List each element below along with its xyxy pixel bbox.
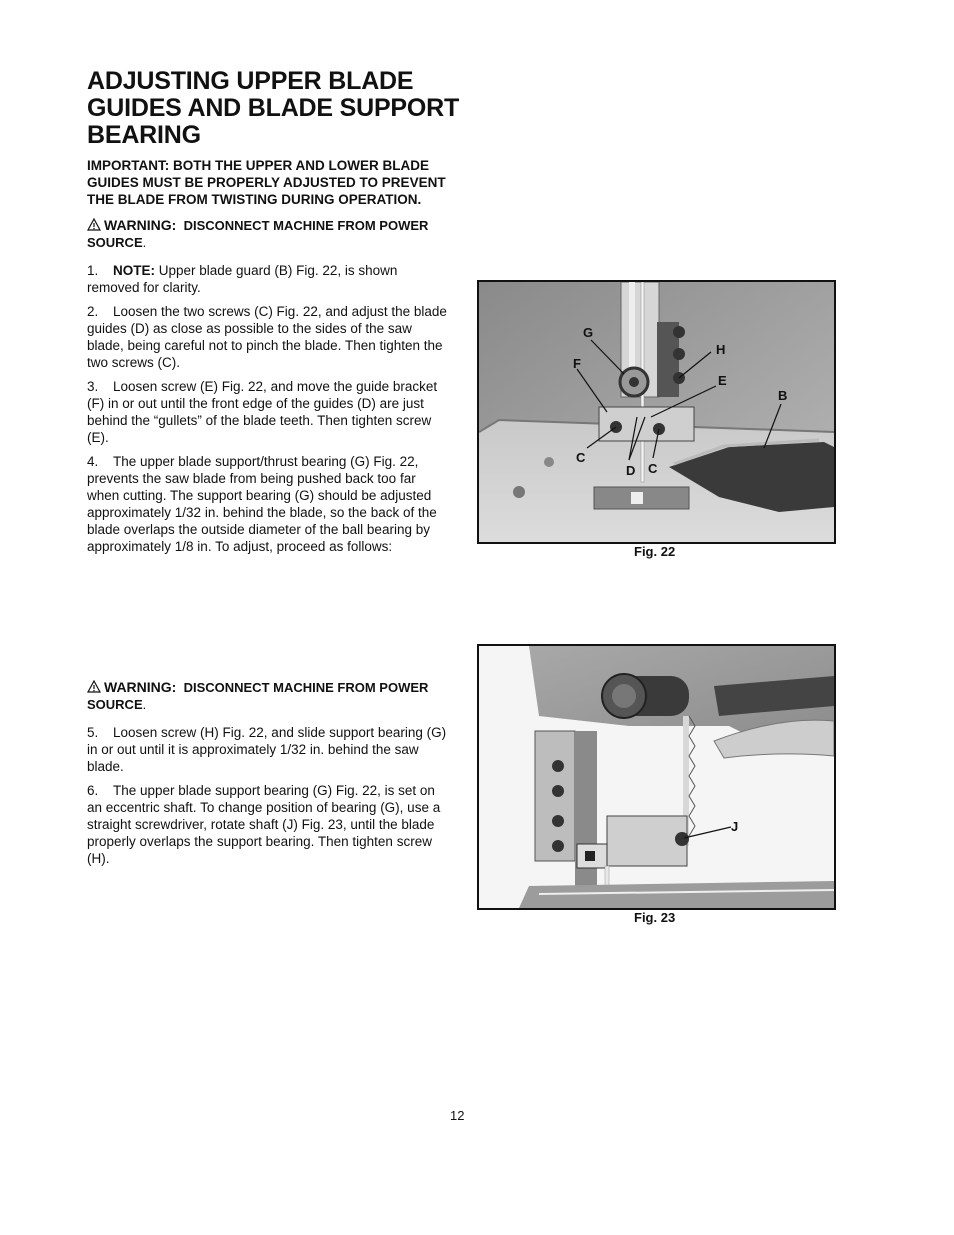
figure-22-photo: [477, 280, 836, 544]
step-number: 2.: [87, 304, 99, 319]
step-4: [87, 453, 447, 555]
callout-j: J: [731, 819, 739, 834]
warning-2: WARNING: DISCONNECT MACHINE FROM POWER SOURCE.: [87, 679, 429, 712]
warning-triangle-icon: [87, 680, 101, 693]
important-notice: IMPORTANT: BOTH THE UPPER AND LOWER BLADE GUIDES MUST BE PROPERLY ADJUSTED TO PREVENT THE BLADE FROM TWISTING DURING OPERATION.: [87, 158, 446, 207]
callout-f: F: [573, 356, 581, 371]
step-text: Loosen screw (H) Fig. 22, and slide support bearing (G) in or out until it is approximately 1/32 in. behind the saw blade.: [87, 725, 447, 774]
callout-b: B: [778, 388, 788, 403]
warning-2-word: WARNING:: [104, 679, 177, 695]
blade-guide-illustration: [479, 282, 834, 542]
step-6: [87, 782, 447, 867]
callout-c-right: C: [648, 461, 658, 476]
step-3: [87, 378, 447, 446]
warning-1: WARNING: DISCONNECT MACHINE FROM POWER SOURCE.: [87, 217, 429, 250]
figure-23-photo: [477, 644, 836, 910]
step-number: 5.: [87, 725, 99, 740]
step-number: 3.: [87, 379, 99, 394]
warning-1-word: WARNING:: [104, 217, 177, 233]
step-text: Upper blade guard (B) Fig. 22, is shown removed for clarity.: [87, 263, 398, 295]
page-title: ADJUSTING UPPER BLADE GUIDES AND BLADE SUPPORT BEARING: [87, 67, 460, 149]
step-5: [87, 724, 447, 775]
step-text: Loosen the two screws (C) Fig. 22, and adjust the blade guides (D) as close as possible to the sides of the saw blade, being careful not to pinch the blade. Then tighten the two screws (C).: [87, 304, 447, 370]
warning-triangle-icon: [87, 218, 101, 231]
step-number: 4.: [87, 454, 99, 469]
figure-23-caption: Fig. 23: [634, 910, 676, 925]
step-1: [87, 262, 447, 296]
step-text: The upper blade support/thrust bearing (G) Fig. 22, prevents the saw blade from being pushed back too far when cutting. The support bearing (G) should be adjusted approximately 1/32 in. behind the blade, so the back of the blade overlaps the outside diameter of the ball bearing by approximately 1/8 in. To adjust, proceed as follows:: [87, 454, 437, 554]
figure-22-caption: Fig. 22: [634, 544, 676, 559]
step-text: The upper blade support bearing (G) Fig. 22, is set on an eccentric shaft. To change position of bearing (G), use a straight screwdriver, rotate shaft (J) Fig. 23, until the blade properly overlaps the support bearing. Then tighten screw (H).: [87, 783, 441, 866]
callout-h: H: [716, 342, 726, 357]
step-2: [87, 303, 447, 371]
step-text: Loosen screw (E) Fig. 22, and move the guide bracket (F) in or out until the front edge of the guides (D) are just behind the “gullets” of the blade teeth. Then tighten screw (E).: [87, 379, 438, 445]
warning-2-text: DISCONNECT MACHINE FROM POWER SOURCE: [87, 680, 429, 712]
instructions-top: [87, 157, 447, 562]
callout-c-left: C: [576, 450, 586, 465]
note-lead: NOTE:: [113, 263, 155, 278]
step-number: 6.: [87, 783, 99, 798]
eccentric-shaft-illustration: [479, 646, 834, 908]
warning-1-text: DISCONNECT MACHINE FROM POWER SOURCE: [87, 218, 429, 250]
page-number: 12: [450, 1108, 465, 1123]
important-text: IMPORTANT: BOTH THE UPPER AND LOWER BLADE GUIDES MUST BE PROPERLY ADJUSTED TO PREVENT THE BLADE FROM TWISTING DURING OPERATION: [87, 158, 446, 207]
callout-d: D: [626, 463, 636, 478]
callout-e: E: [718, 373, 727, 388]
step-number: 1.: [87, 263, 99, 278]
instructions-bottom: [87, 679, 447, 874]
callout-g: G: [583, 325, 594, 340]
